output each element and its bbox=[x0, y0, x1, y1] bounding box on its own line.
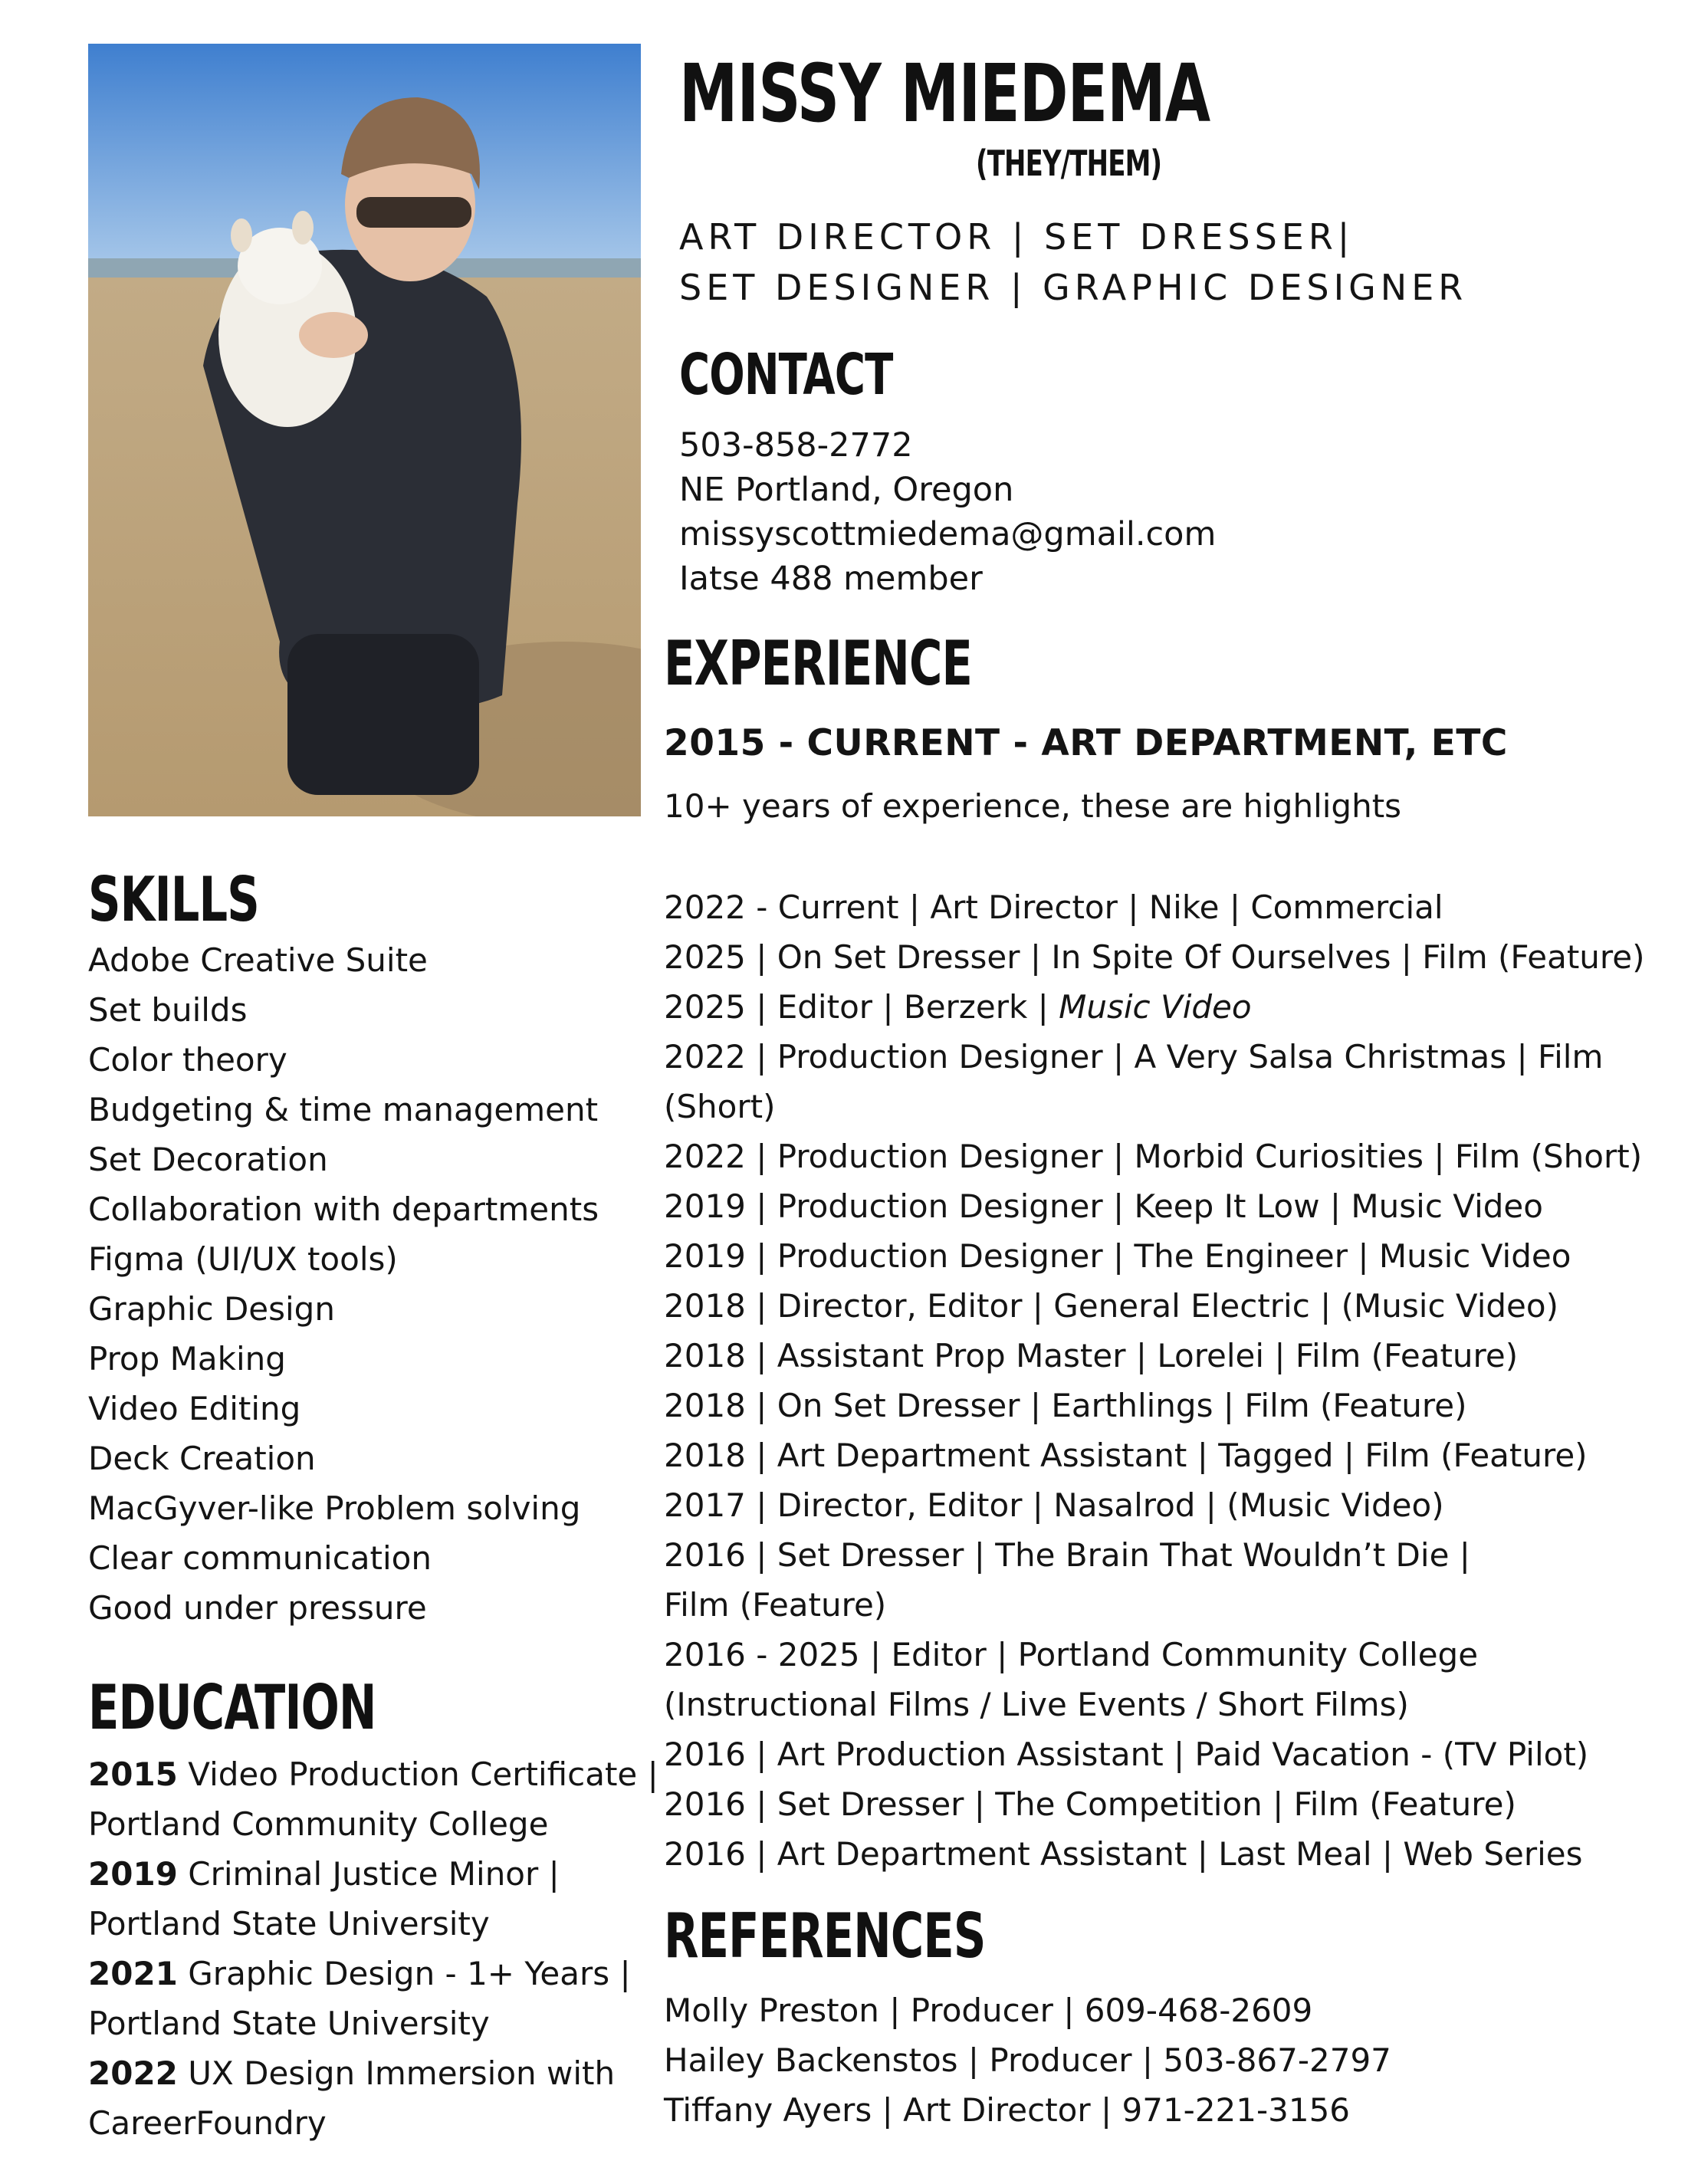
experience-line: 2022 | Production Designer | A Very Salsa Christmas | Film bbox=[664, 1038, 1604, 1076]
profile-photo bbox=[88, 44, 641, 816]
experience-line: 2022 - Current | Art Director | Nike | Commercial bbox=[664, 888, 1443, 926]
contact-location: NE Portland, Oregon bbox=[679, 471, 1014, 509]
reference-item: Tiffany Ayers | Art Director | 971-221-3156 bbox=[664, 2091, 1351, 2129]
education-list bbox=[88, 1749, 658, 2148]
job-title-line: ART DIRECTOR | SET DRESSER| bbox=[679, 216, 1355, 258]
education-school: CareerFoundry bbox=[88, 2104, 327, 2142]
skill-item: Graphic Design bbox=[88, 1290, 335, 1328]
experience-line: 2019 | Production Designer | Keep It Low | Music Video bbox=[664, 1187, 1543, 1225]
experience-line: 2016 | Art Department Assistant | Last Meal | Web Series bbox=[664, 1835, 1583, 1873]
experience-line: 2016 | Set Dresser | The Brain That Wouldn’t Die | bbox=[664, 1536, 1470, 1574]
education-program: Graphic Design - 1+ Years | bbox=[177, 1955, 631, 1992]
candidate-name: MISSY MIEDEMA bbox=[679, 47, 1210, 140]
experience-line: 2016 - 2025 | Editor | Portland Community College bbox=[664, 1636, 1479, 1673]
job-title-line: SET DESIGNER | GRAPHIC DESIGNER bbox=[679, 267, 1468, 308]
education-program: Video Production Certificate | bbox=[177, 1755, 658, 1793]
education-line bbox=[88, 1749, 658, 1799]
experience-line: (Instructional Films / Live Events / Short Films) bbox=[664, 1686, 1409, 1723]
skill-item: Video Editing bbox=[88, 1390, 301, 1427]
skill-item: Prop Making bbox=[88, 1340, 286, 1378]
experience-line: 2018 | On Set Dresser | Earthlings | Film (Feature) bbox=[664, 1387, 1467, 1424]
experience-line-italic: Music Video bbox=[1059, 988, 1252, 1026]
job-titles bbox=[679, 212, 1467, 313]
education-line bbox=[88, 2048, 658, 2098]
skill-item: Deck Creation bbox=[88, 1440, 316, 1477]
education-program: UX Design Immersion with bbox=[177, 2054, 616, 2092]
contact-list bbox=[679, 423, 1216, 601]
experience-line: 2017 | Director, Editor | Nasalrod | (Music Video) bbox=[664, 1486, 1444, 1524]
experience-list bbox=[664, 882, 1644, 1879]
education-year: 2019 bbox=[88, 1855, 178, 1893]
references-list bbox=[664, 1985, 1391, 2135]
skill-item: MacGyver-like Problem solving bbox=[88, 1489, 581, 1527]
reference-item: Hailey Backenstos | Producer | 503-867-2797 bbox=[664, 2041, 1391, 2079]
skill-item: Set builds bbox=[88, 991, 248, 1029]
contact-heading: CONTACT bbox=[679, 342, 893, 408]
contact-email: missyscottmiedema@gmail.com bbox=[679, 515, 1217, 553]
experience-heading: EXPERIENCE bbox=[664, 628, 972, 699]
experience-line: 2016 | Set Dresser | The Competition | Film (Feature) bbox=[664, 1785, 1516, 1823]
education-line bbox=[88, 1849, 658, 1899]
skill-item: Color theory bbox=[88, 1041, 287, 1079]
experience-line: 2016 | Art Production Assistant | Paid Vacation - (TV Pilot) bbox=[664, 1736, 1589, 1773]
education-school: Portland Community College bbox=[88, 1805, 549, 1843]
skill-item: Collaboration with departments bbox=[88, 1191, 599, 1228]
pronouns: (THEY/THEM) bbox=[976, 143, 1162, 184]
experience-line-text: 2025 | Editor | Berzerk | bbox=[664, 988, 1059, 1026]
experience-line: 2022 | Production Designer | Morbid Curiosities | Film (Short) bbox=[664, 1138, 1643, 1175]
experience-subheading: 2015 - CURRENT - ART DEPARTMENT, ETC bbox=[664, 722, 1508, 764]
skill-item: Good under pressure bbox=[88, 1589, 427, 1627]
experience-line: (Short) bbox=[664, 1088, 776, 1125]
skill-item: Adobe Creative Suite bbox=[88, 941, 428, 979]
experience-line: 2018 | Art Department Assistant | Tagged | Film (Feature) bbox=[664, 1437, 1588, 1474]
experience-line: 2025 | On Set Dresser | In Spite Of Ourselves | Film (Feature) bbox=[664, 938, 1645, 976]
experience-note: 10+ years of experience, these are highlights bbox=[664, 787, 1402, 825]
education-school: Portland State University bbox=[88, 2005, 490, 2042]
education-year: 2015 bbox=[88, 1755, 178, 1793]
skill-item: Budgeting & time management bbox=[88, 1091, 599, 1128]
experience-line: 2018 | Director, Editor | General Electric | (Music Video) bbox=[664, 1287, 1558, 1325]
skills-list bbox=[88, 935, 599, 1633]
reference-item: Molly Preston | Producer | 609-468-2609 bbox=[664, 1992, 1313, 2029]
experience-line: Film (Feature) bbox=[664, 1586, 887, 1624]
education-year: 2021 bbox=[88, 1955, 178, 1992]
education-school: Portland State University bbox=[88, 1905, 490, 1943]
education-year: 2022 bbox=[88, 2054, 178, 2092]
skill-item: Set Decoration bbox=[88, 1141, 328, 1178]
contact-union: Iatse 488 member bbox=[679, 560, 983, 598]
education-heading: EDUCATION bbox=[88, 1672, 376, 1743]
contact-phone: 503-858-2772 bbox=[679, 426, 913, 465]
experience-line bbox=[664, 982, 1644, 1032]
skill-item: Figma (UI/UX tools) bbox=[88, 1240, 398, 1278]
experience-line: 2018 | Assistant Prop Master | Lorelei | Film (Feature) bbox=[664, 1337, 1519, 1374]
education-program: Criminal Justice Minor | bbox=[177, 1855, 560, 1893]
skills-heading: SKILLS bbox=[88, 864, 259, 935]
references-heading: REFERENCES bbox=[664, 1900, 986, 1972]
skill-item: Clear communication bbox=[88, 1539, 432, 1577]
education-line bbox=[88, 1949, 658, 1998]
experience-line: 2019 | Production Designer | The Engineer | Music Video bbox=[664, 1237, 1571, 1275]
